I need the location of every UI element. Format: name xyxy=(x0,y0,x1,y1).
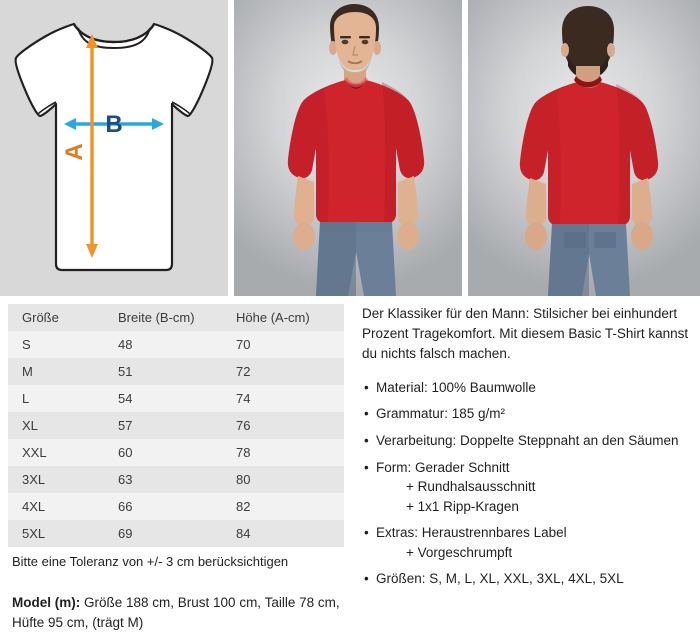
feature-list xyxy=(362,378,692,589)
header-width: Breite (B-cm) xyxy=(118,310,195,325)
list-subitem: + Rundhalsausschnitt xyxy=(406,479,536,495)
cell-height: 80 xyxy=(236,472,251,487)
cell-width: 60 xyxy=(118,445,133,460)
model-front-photo xyxy=(234,0,462,296)
cell-size: M xyxy=(22,364,33,379)
image-row xyxy=(0,0,700,296)
list-item: • Grammatur: 185 g/m² xyxy=(362,404,692,424)
cell-height: 72 xyxy=(236,364,251,379)
cell-size: L xyxy=(22,391,30,406)
model-label: Model (m): xyxy=(12,595,81,610)
cell-height: 84 xyxy=(236,526,251,541)
list-item-text: Extras: Heraustrennbares Label xyxy=(376,525,567,541)
cell-size: XXL xyxy=(22,445,47,460)
header-height: Höhe (A-cm) xyxy=(236,310,310,325)
cell-width: 54 xyxy=(118,391,133,406)
list-item xyxy=(362,458,692,517)
cell-size: 3XL xyxy=(22,472,46,487)
header-size: Größe xyxy=(22,310,59,325)
table-row xyxy=(8,520,344,547)
table-row xyxy=(8,331,344,358)
list-item xyxy=(362,523,692,562)
model-info xyxy=(12,593,352,632)
size-table xyxy=(8,304,344,547)
size-table-body xyxy=(8,331,344,547)
description-intro: Der Klassiker für den Mann: Stilsicher bei einhundert Prozent Tragekomfort. Mit diesem Basic T-Shirt kannst du nichts falsch machen. xyxy=(362,306,689,361)
tolerance-note: Bitte eine Toleranz von +/- 3 cm berücksichtigen xyxy=(12,554,289,569)
cell-width: 48 xyxy=(118,337,133,352)
cell-size: 4XL xyxy=(22,499,46,514)
cell-height: 78 xyxy=(236,445,251,460)
cell-size: S xyxy=(22,337,31,352)
tshirt-technical-drawing-icon xyxy=(8,6,220,290)
list-item-text: Form: Gerader Schnitt xyxy=(376,459,510,475)
cell-width: 63 xyxy=(118,472,133,487)
table-row xyxy=(8,466,344,493)
cell-width: 66 xyxy=(118,499,133,514)
model-back-figure xyxy=(468,0,700,296)
tshirt-diagram-panel xyxy=(0,0,228,296)
cell-width: 51 xyxy=(118,364,133,379)
width-label: B xyxy=(105,111,123,138)
table-row xyxy=(8,385,344,412)
cell-height: 82 xyxy=(236,499,251,514)
table-header-row xyxy=(8,304,344,331)
cell-height: 70 xyxy=(236,337,251,352)
list-item: • Größen: S, M, L, XL, XXL, 3XL, 4XL, 5XL xyxy=(362,569,692,589)
cell-height: 74 xyxy=(236,391,251,406)
cell-height: 76 xyxy=(236,418,251,433)
cell-width: 57 xyxy=(118,418,133,433)
product-description xyxy=(362,304,692,596)
table-row xyxy=(8,439,344,466)
cell-size: 5XL xyxy=(22,526,46,541)
model-front-figure xyxy=(234,0,462,296)
list-subitem: + Vorgeschrumpft xyxy=(406,544,513,560)
list-item: • Material: 100% Baumwolle xyxy=(362,378,692,398)
cell-size: XL xyxy=(22,418,38,433)
model-back-photo xyxy=(468,0,700,296)
height-label: A xyxy=(61,143,88,161)
size-table-head xyxy=(8,304,344,331)
list-subitem: + 1x1 Ripp-Kragen xyxy=(406,498,519,514)
cell-width: 69 xyxy=(118,526,133,541)
table-row xyxy=(8,493,344,520)
table-row xyxy=(8,412,344,439)
list-item: • Verarbeitung: Doppelte Steppnaht an den Säumen xyxy=(362,431,692,451)
model-text: Größe 188 cm, Brust 100 cm, Taille 78 cm, Hüfte 95 cm, (trägt M) xyxy=(12,595,340,630)
table-row xyxy=(8,358,344,385)
